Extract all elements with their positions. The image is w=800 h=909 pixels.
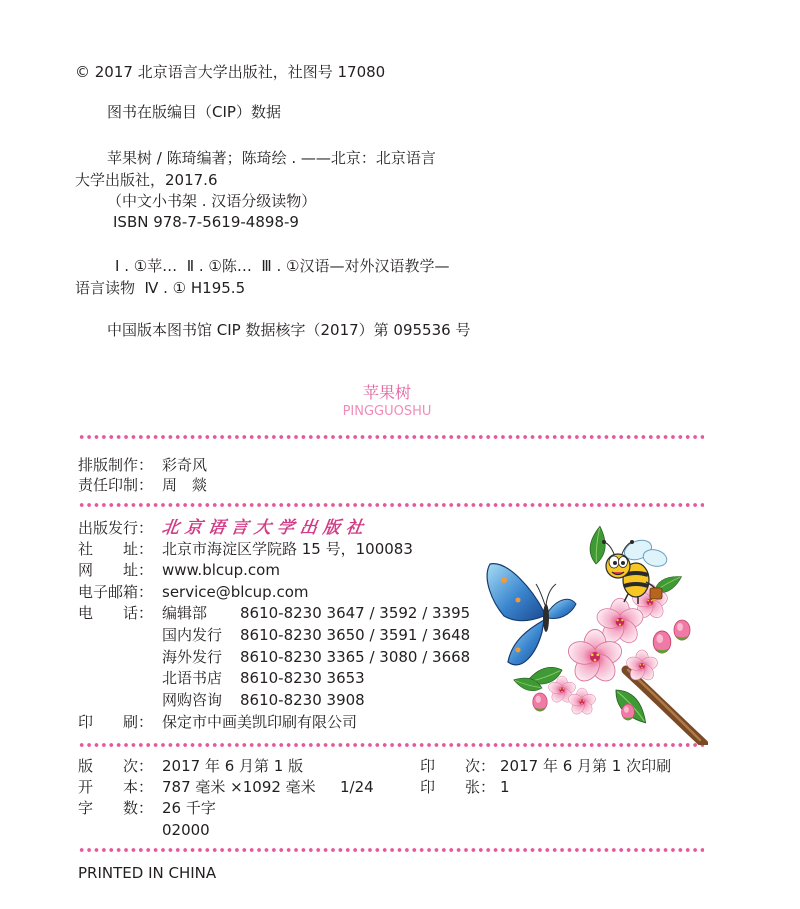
phone-label: 电 话： (78, 604, 154, 622)
apple-blossom-bud (533, 693, 547, 711)
publisher-logo: 北京语言大学出版社 (160, 518, 371, 538)
phone-dept: 国内发行 (162, 626, 223, 644)
phone-number: 8610-8230 3653 (240, 669, 365, 687)
dotted-divider (78, 847, 704, 853)
word-count-row (0, 798, 800, 818)
apple-blossom-bud (622, 704, 635, 720)
sheets-value: 1 (500, 778, 510, 796)
email-label: 电子邮箱： (78, 583, 154, 601)
format-value: 787 毫米 ×1092 毫米 (162, 778, 316, 796)
edition-label: 版 次： (78, 757, 154, 775)
phone-dept: 编辑部 (162, 604, 208, 622)
phone-number: 8610-8230 3365 / 3080 / 3668 (240, 648, 471, 666)
phone-number: 8610-8230 3647 / 3592 / 3395 (240, 604, 471, 622)
cip-record-number: 中国版本图书馆 CIP 数据核字（2017）第 095536 号 (107, 321, 471, 339)
sheets-label: 印 张： (420, 778, 496, 796)
dotted-divider (78, 434, 704, 440)
website-value: www.blcup.com (162, 561, 280, 579)
word-count-value: 26 千字 (162, 799, 216, 817)
address-value: 北京市海淀区学院路 15 号，100083 (162, 540, 413, 558)
isbn: ISBN 978-7-5619-4898-9 (113, 213, 299, 231)
email-value: service@blcup.com (162, 583, 309, 601)
website-label: 网 址： (78, 561, 154, 579)
cip-classification-1: Ⅰ . ①苹… Ⅱ . ①陈… Ⅲ . ①汉语—对外汉语教学— (115, 257, 450, 275)
typesetting-row (0, 455, 800, 475)
format-fraction: 1/24 (340, 778, 374, 796)
cip-line-1: 苹果树 / 陈琦编著；陈琦绘 . ——北京：北京语言 (107, 149, 436, 167)
phone-dept: 北语书店 (162, 669, 223, 687)
print-supervisor-label: 责任印制： (78, 476, 154, 494)
printer-value: 保定市中画美凯印刷有限公司 (162, 713, 358, 731)
format-row (0, 777, 800, 797)
book-title-pinyin: PINGGUOSHU (342, 404, 432, 419)
format-label: 开 本： (78, 778, 154, 796)
cip-heading: 图书在版编目（CIP）数据 (107, 103, 281, 121)
address-label: 社 址： (78, 540, 154, 558)
code-row (0, 820, 800, 840)
butterfly-illustration (487, 564, 576, 665)
printer-label: 印 刷： (78, 713, 154, 731)
phone-dept: 网购咨询 (162, 691, 223, 709)
apple-blossom-bud (653, 631, 671, 654)
edition-value: 2017 年 6 月第 1 版 (162, 757, 304, 775)
publisher-label: 出版发行： (78, 519, 154, 537)
cip-classification-2: 语言读物 Ⅳ . ① H195.5 (75, 279, 246, 297)
phone-dept: 海外发行 (162, 648, 223, 666)
printed-in-china: PRINTED IN CHINA (78, 864, 217, 882)
book-title: 苹果树 (362, 383, 411, 402)
copyright-line: © 2017 北京语言大学出版社，社图号 17080 (75, 63, 386, 81)
bee-illustration (602, 537, 669, 604)
impression-value: 2017 年 6 月第 1 次印刷 (500, 757, 672, 775)
word-count-label: 字 数： (78, 799, 154, 817)
apple-blossom-illustration (478, 520, 708, 745)
phone-number: 8610-8230 3908 (240, 691, 365, 709)
edition-row (0, 756, 800, 776)
typesetting-value: 彩奇风 (162, 456, 208, 474)
dotted-divider (78, 502, 704, 508)
leaf (587, 525, 608, 565)
cip-line-2: 大学出版社，2017.6 (75, 171, 218, 189)
print-supervisor-value: 周 燚 (162, 476, 208, 494)
cip-series: （中文小书架 . 汉语分级读物） (107, 192, 317, 210)
phone-number: 8610-8230 3650 / 3591 / 3648 (240, 626, 471, 644)
print-supervisor-row (0, 475, 800, 495)
product-code: 02000 (162, 821, 210, 839)
typesetting-label: 排版制作： (78, 456, 154, 474)
impression-label: 印 次： (420, 757, 496, 775)
apple-blossom-bud (674, 620, 690, 641)
